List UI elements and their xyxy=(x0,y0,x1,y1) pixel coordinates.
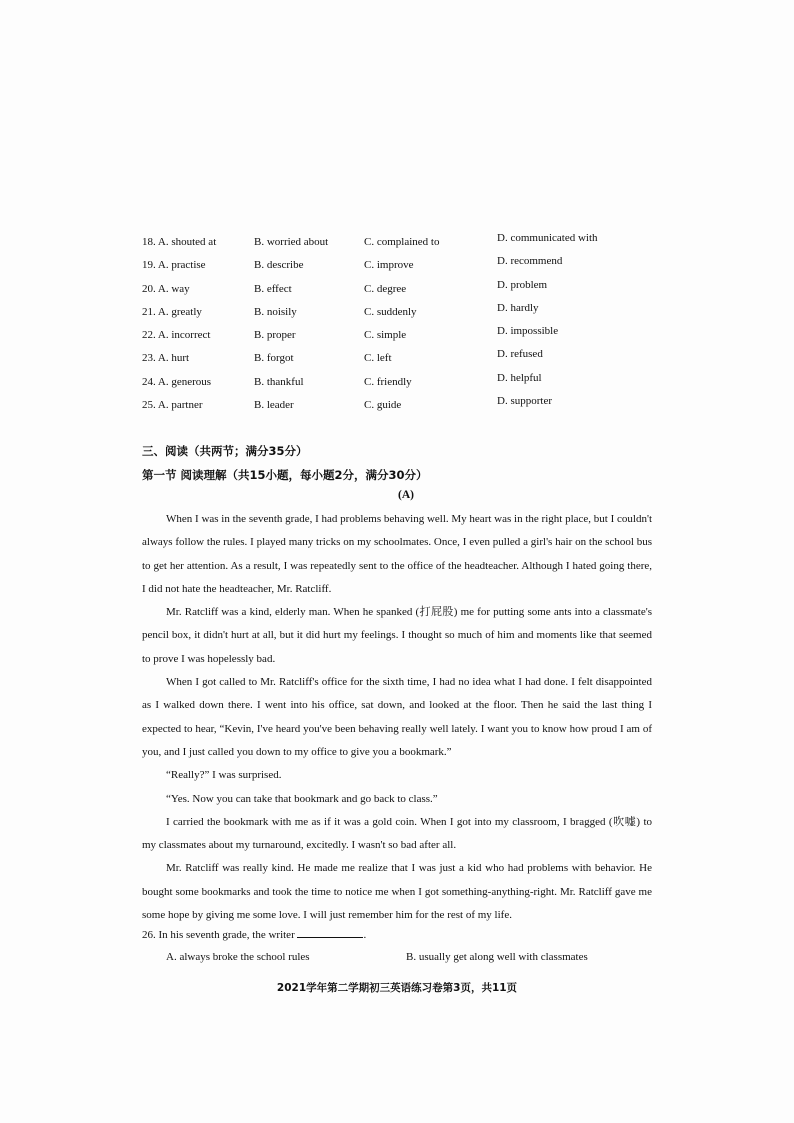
option-d: D. problem xyxy=(497,278,548,291)
passage-paragraph: Mr. Ratcliff was a kind, elderly man. When he spanked (打屁股) me for putting some ants into a classmate's pencil box, it didn't hurt at all, but it did hurt my feelings. I thought so much of him and moments like that seemed to prove I was hopelessly bad. xyxy=(142,606,652,665)
choice-a: A. always broke the school rules xyxy=(166,951,310,963)
option-c: C. improve xyxy=(364,259,414,272)
section-subtitle: 第一节 阅读理解（共15小题，每小题2分，满分30分） xyxy=(142,468,428,482)
option-b: B. thankful xyxy=(254,375,304,388)
option-row-21 xyxy=(142,301,762,324)
option-d: D. hardly xyxy=(497,301,539,314)
choice-b: B. usually get along well with classmates xyxy=(406,951,588,963)
option-d: D. communicated with xyxy=(497,232,598,244)
option-row-18 xyxy=(142,231,762,254)
option-d: D. impossible xyxy=(497,325,559,338)
passage-paragraph: I carried the bookmark with me as if it was a gold coin. When I got into my classroom, I bragged (吹嘘) to my classmates about my turnaround, excitedly. I wasn't so bad after all. xyxy=(142,815,652,852)
option-row-23 xyxy=(142,347,762,370)
option-b: B. effect xyxy=(254,282,292,295)
option-a: 23. A. hurt xyxy=(142,352,190,365)
question-26 xyxy=(142,924,366,946)
cloze-options xyxy=(142,231,762,417)
option-a: 21. A. greatly xyxy=(142,305,202,318)
option-row-20 xyxy=(142,278,762,301)
option-a: 20. A. way xyxy=(142,282,190,295)
section-title: 三、阅读（共两节；满分35分） xyxy=(142,444,308,458)
option-a: 25. A. partner xyxy=(142,399,203,412)
option-b: B. forgot xyxy=(254,352,294,365)
option-row-22 xyxy=(142,324,762,347)
passage-label: (A) xyxy=(398,489,414,501)
answer-blank xyxy=(297,925,363,938)
option-row-24 xyxy=(142,371,762,394)
option-b: B. describe xyxy=(254,259,304,272)
option-d: D. refused xyxy=(497,348,543,361)
option-c: C. guide xyxy=(364,399,402,412)
option-c: C. degree xyxy=(364,282,407,295)
passage-paragraph: “Yes. Now you can take that bookmark and go back to class.” xyxy=(166,792,438,805)
passage-paragraph: When I was in the seventh grade, I had problems behaving well. My heart was in the right place, but I couldn't always follow the rules. I played many tricks on my schoolmates. Once, I even pulled a girl's hair on the school bus to get her attention. As a result, I was repeatedly sent to the office of the headteacher. Although I hated going there, I did not hate the headteacher, Mr. Ratcliff. xyxy=(142,513,652,595)
reading-passage xyxy=(142,508,652,927)
option-d: D. supporter xyxy=(497,395,552,408)
option-row-19 xyxy=(142,254,762,277)
passage-paragraph: “Really?” I was surprised. xyxy=(166,769,282,782)
option-b: B. noisily xyxy=(254,305,297,318)
option-a: 18. A. shouted at xyxy=(142,236,217,248)
option-d: D. recommend xyxy=(497,255,563,268)
question-end: . xyxy=(363,929,367,941)
option-c: C. complained to xyxy=(364,236,440,248)
option-a: 24. A. generous xyxy=(142,375,212,388)
passage-paragraph: Mr. Ratcliff was really kind. He made me realize that I was just a kid who had problems with behavior. He bought some bookmarks and took the time to notice me when I got something-anything-right. Mr. Ratcliff gave me some hope by giving me some love. I will just remember him for the rest of my life. xyxy=(142,862,652,922)
passage-paragraph: When I got called to Mr. Ratcliff's office for the sixth time, I had no idea what I had done. I felt disappointed as I walked down there. I went into his office, sat down, and looked at the floor. Then he said the last thing I expected to hear, “Kevin, I've heard you've been behaving really well lately. I want you to know how proud I am of you, and I just called you down to my office to give you a bookmark.” xyxy=(142,676,652,758)
option-a: 22. A. incorrect xyxy=(142,329,211,342)
option-c: C. suddenly xyxy=(364,305,417,318)
option-a: 19. A. practise xyxy=(142,259,206,272)
option-b: B. proper xyxy=(254,329,296,342)
option-d: D. helpful xyxy=(497,371,542,384)
page-footer: 2021学年第二学期初三英语练习卷第3页，共11页 xyxy=(276,982,518,994)
option-c: C. friendly xyxy=(364,375,412,388)
option-row-25 xyxy=(142,394,762,417)
option-c: C. simple xyxy=(364,329,407,342)
option-b: B. worried about xyxy=(254,236,329,248)
option-c: C. left xyxy=(364,352,392,365)
option-b: B. leader xyxy=(254,399,294,412)
question-stem: 26. In his seventh grade, the writer xyxy=(142,929,295,941)
